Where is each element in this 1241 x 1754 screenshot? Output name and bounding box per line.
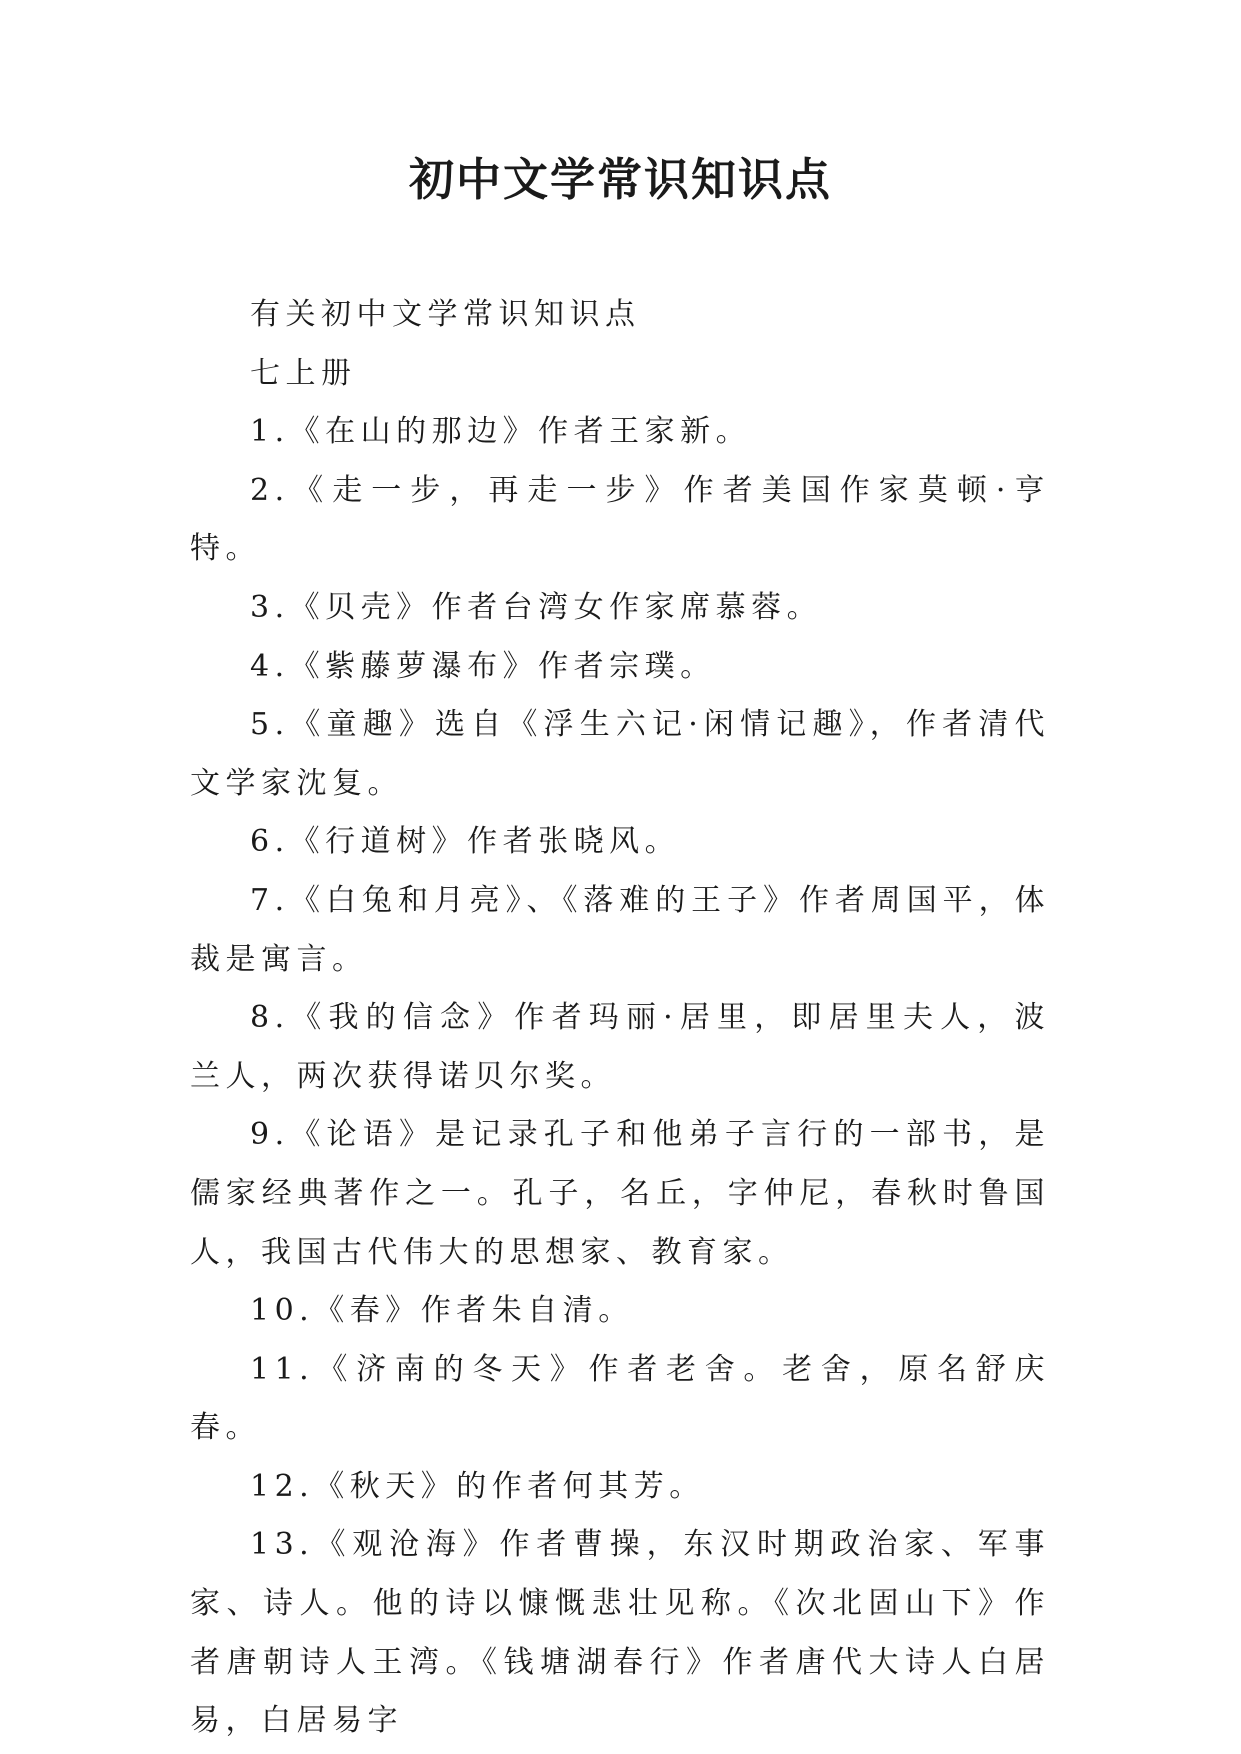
paragraph-item-5: 5.《童趣》选自《浮生六记·闲情记趣》，作者清代文学家沈复。 [190,707,1050,801]
paragraph-item-1: 1.《在山的那边》作者王家新。 [250,414,752,450]
paragraph-item-9: 9.《论语》是记录孔子和他弟子言行的一部书，是儒家经典著作之一。孔子，名丘，字仲尼，春秋时鲁国人，我国古代伟大的思想家、教育家。 [190,1117,1050,1270]
paragraph-item-7: 7.《白兔和月亮》、《落难的王子》作者周国平，体裁是寓言。 [190,882,1050,977]
paragraph-subtitle: 有关初中文学常识知识点 [250,297,641,332]
paragraph-item-11: 11.《济南的冬天》作者老舍。老舍，原名舒庆春。 [190,1351,1050,1446]
paragraph-item-8: 8.《我的信念》作者玛丽·居里，即居里夫人，波兰人，两次获得诺贝尔奖。 [190,1000,1050,1094]
paragraph-section-heading: 七上册 [250,355,357,391]
document-title: 初中文学常识知识点 [408,153,832,206]
paragraph-item-13: 13.《观沧海》作者曹操，东汉时期政治家、军事家、诗人。他的诗以慷慨悲壮见称。《次北固山下》作者唐朝诗人王湾。《钱塘湖春行》作者唐代大诗人白居易，白居易字 [190,1527,1050,1739]
paragraph-item-12: 12.《秋天》的作者何其芳。 [250,1468,705,1504]
paragraph-item-4: 4.《紫藤萝瀑布》作者宗璞。 [250,648,716,684]
paragraph-item-10: 10.《春》作者朱自清。 [250,1293,634,1329]
paragraph-item-6: 6.《行道树》作者张晓风。 [250,824,681,860]
paragraph-item-3: 3.《贝壳》作者台湾女作家席慕蓉。 [250,589,823,625]
document-body [190,286,1050,1751]
paragraph-item-2: 2.《走一步，再走一步》作者美国作家莫顿·亨特。 [190,472,1050,567]
